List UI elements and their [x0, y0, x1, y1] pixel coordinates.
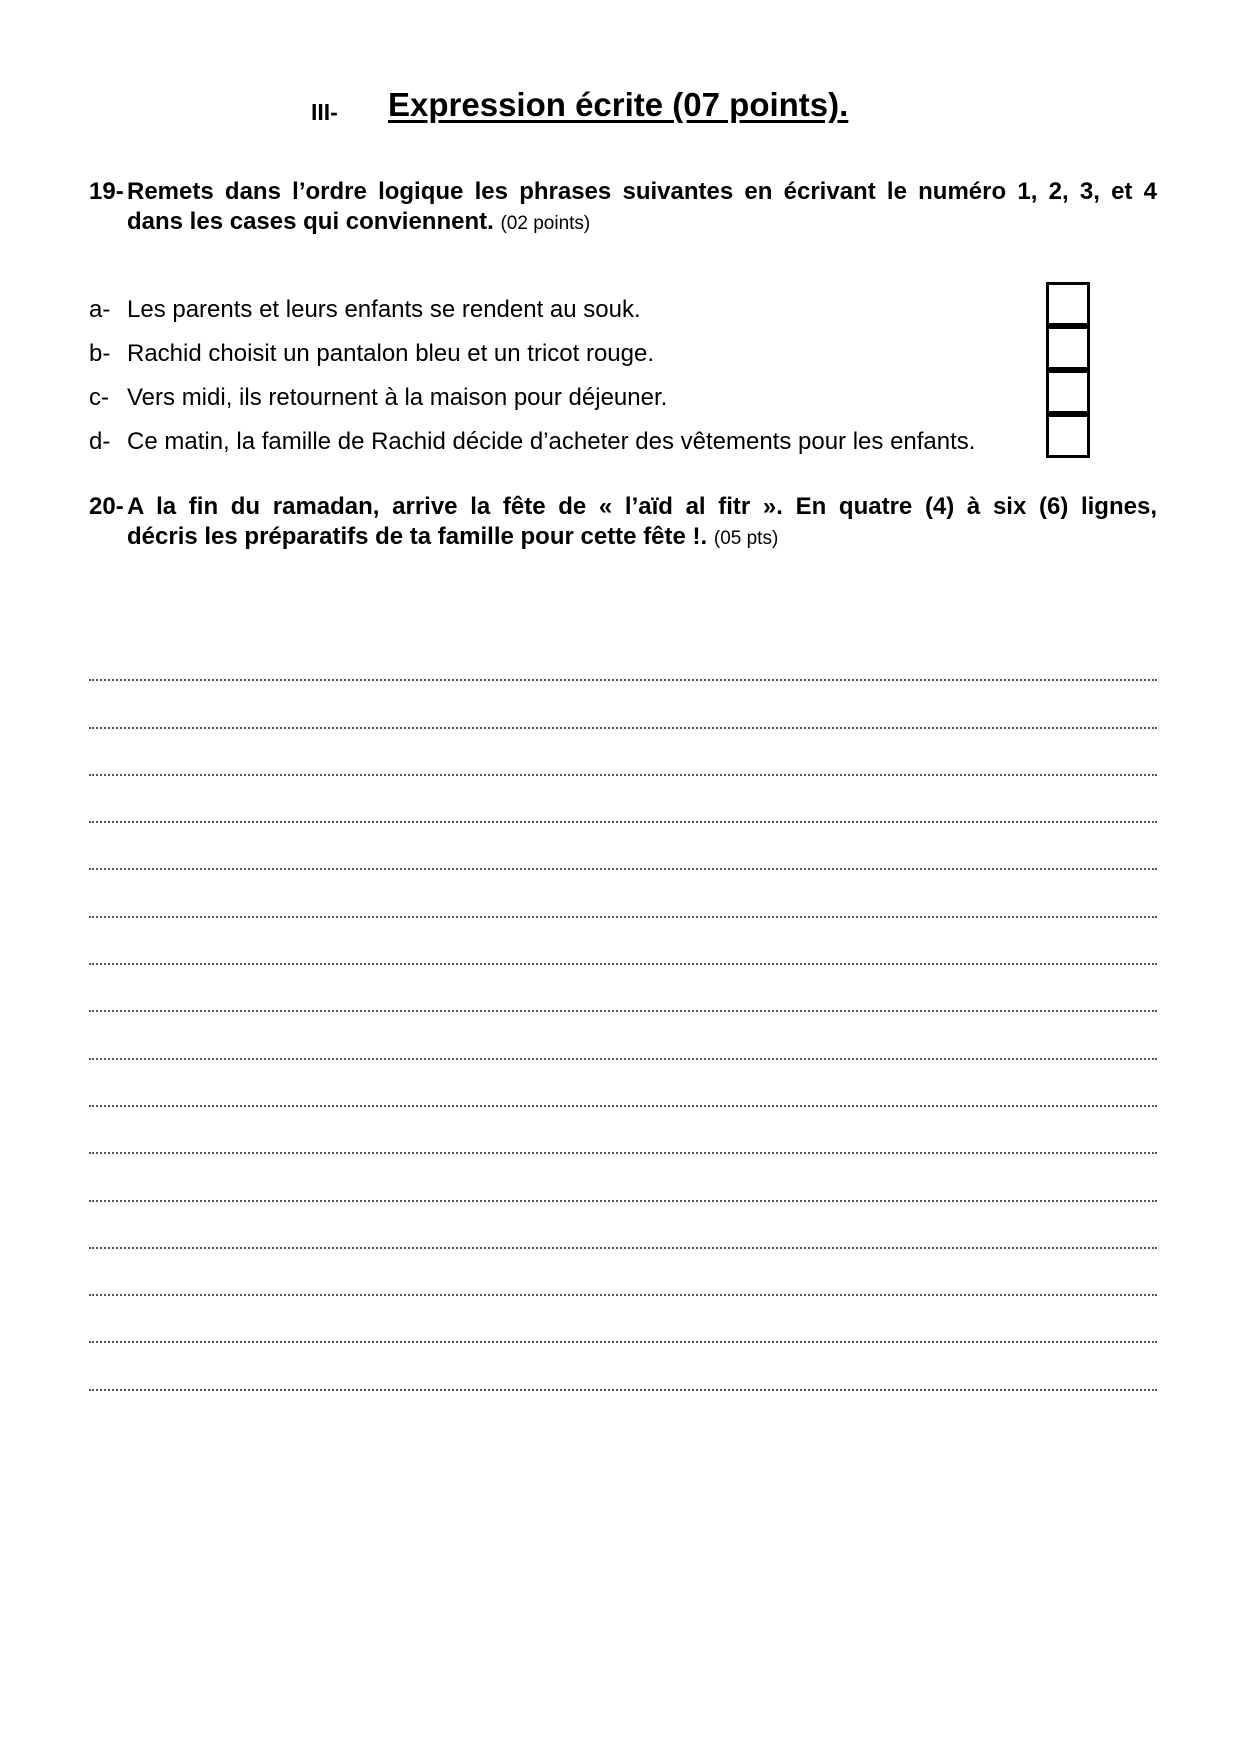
question-20-text-line-1: A la fin du ramadan, arrive la fête de « l’aïd al fitr ». En quatre (4) à six (6) lignes,	[127, 493, 1157, 520]
item-letter: b-	[89, 340, 111, 367]
writing-line[interactable]	[89, 640, 1157, 687]
item-letter: c-	[89, 384, 109, 411]
question-20	[89, 492, 1157, 554]
writing-line[interactable]	[89, 1113, 1157, 1160]
dotted-rule	[89, 1152, 1157, 1154]
question-19-line-2	[89, 207, 1157, 239]
question-19-text-line-1: Remets dans l’ordre logique les phrases suivantes en écrivant le numéro 1, 2, 3, et 4	[127, 178, 1157, 205]
answer-box-c[interactable]	[1046, 370, 1090, 414]
writing-line[interactable]	[89, 829, 1157, 876]
writing-line[interactable]	[89, 924, 1157, 971]
writing-line[interactable]	[89, 1018, 1157, 1065]
dotted-rule	[89, 1058, 1157, 1060]
item-text: Vers midi, ils retournent à la maison pour déjeuner.	[127, 384, 668, 411]
writing-line[interactable]	[89, 735, 1157, 782]
sentence-item	[89, 332, 1089, 376]
question-20-line-1	[89, 492, 1157, 522]
dotted-rule	[89, 916, 1157, 918]
item-text: Les parents et leurs enfants se rendent au souk.	[127, 296, 641, 323]
item-letter: d-	[89, 428, 111, 455]
dotted-rule	[89, 1247, 1157, 1249]
question-19-number: 19-	[89, 178, 124, 205]
section-header	[0, 86, 1240, 136]
dotted-rule	[89, 963, 1157, 965]
section-numeral: III-	[311, 99, 338, 125]
item-text: Ce matin, la famille de Rachid décide d’acheter des vêtements pour les enfants.	[127, 428, 976, 455]
question-20-line-2	[89, 522, 1157, 554]
writing-line[interactable]	[89, 971, 1157, 1018]
dotted-rule	[89, 868, 1157, 870]
question-20-text-line-2: décris les préparatifs de ta famille pour cette fête !.	[127, 523, 708, 550]
item-text: Rachid choisit un pantalon bleu et un tricot rouge.	[127, 340, 655, 367]
writing-line[interactable]	[89, 687, 1157, 734]
answer-boxes	[1046, 282, 1090, 458]
dotted-rule	[89, 1010, 1157, 1012]
sentence-item	[89, 420, 1089, 464]
question-19-text-line-2: dans les cases qui conviennent.	[127, 208, 494, 235]
dotted-rule	[89, 821, 1157, 823]
dotted-rule	[89, 727, 1157, 729]
question-19	[89, 177, 1157, 239]
item-letter: a-	[89, 296, 111, 323]
writing-line[interactable]	[89, 782, 1157, 829]
writing-line[interactable]	[89, 1066, 1157, 1113]
writing-line[interactable]	[89, 876, 1157, 923]
dotted-rule	[89, 1389, 1157, 1391]
dotted-rule	[89, 1200, 1157, 1202]
dotted-rule	[89, 1341, 1157, 1343]
dotted-rule	[89, 774, 1157, 776]
dotted-rule	[89, 679, 1157, 681]
question-20-points: (05 pts)	[713, 528, 779, 549]
sentence-item	[89, 376, 1089, 420]
question-20-number: 20-	[89, 493, 124, 520]
dotted-rule	[89, 1294, 1157, 1296]
writing-area[interactable]	[89, 640, 1157, 1397]
writing-line[interactable]	[89, 1302, 1157, 1349]
dotted-rule	[89, 1105, 1157, 1107]
question-19-points: (02 points)	[500, 213, 591, 234]
question-19-line-1	[89, 177, 1157, 207]
writing-line[interactable]	[89, 1208, 1157, 1255]
sentence-item	[89, 288, 1089, 332]
answer-box-a[interactable]	[1046, 282, 1090, 326]
answer-box-d[interactable]	[1046, 414, 1090, 458]
answer-box-b[interactable]	[1046, 326, 1090, 370]
writing-line[interactable]	[89, 1160, 1157, 1207]
question-19-items	[89, 288, 1089, 464]
section-title: Expression écrite (07 points).	[388, 86, 849, 123]
writing-line[interactable]	[89, 1255, 1157, 1302]
writing-line[interactable]	[89, 1349, 1157, 1396]
